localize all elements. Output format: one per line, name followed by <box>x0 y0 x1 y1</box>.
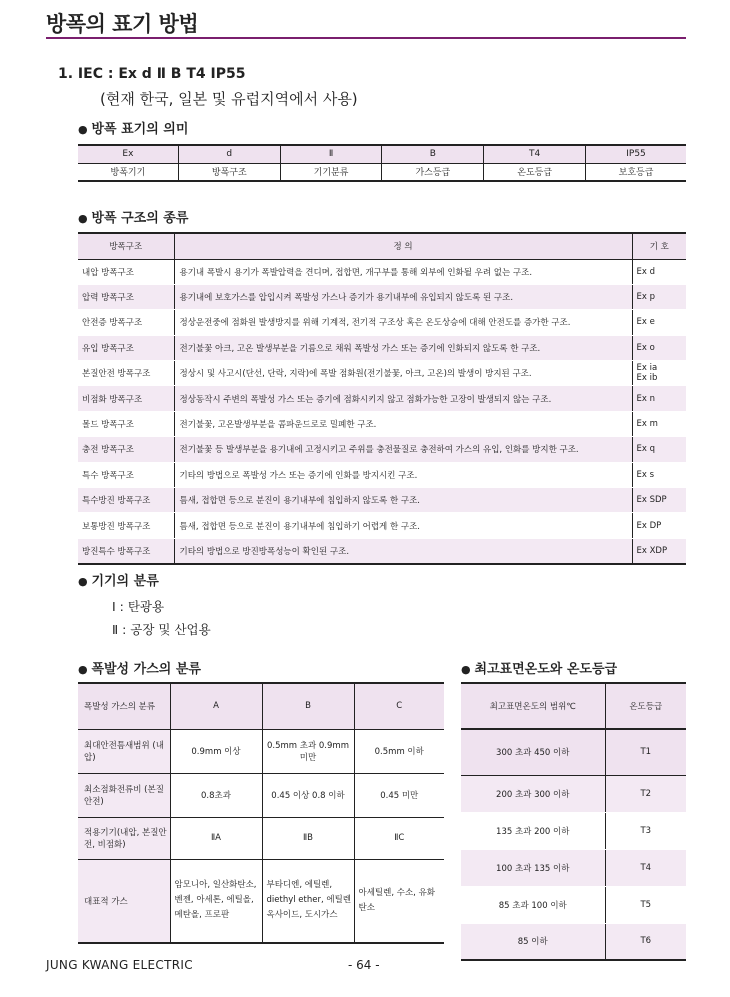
type-name: 내압 방폭구조 <box>78 259 174 284</box>
table-row <box>461 812 686 849</box>
type-symbol: Ex d <box>632 259 686 284</box>
code-cell: B <box>382 145 484 163</box>
table-row <box>78 462 686 487</box>
type-definition: 정상운전중에 점화원 발생방지를 위해 기계적, 전기적 구조상 혹은 온도상승에 대해 안전도를 증가한 구조. <box>174 310 632 335</box>
table-row <box>78 488 686 513</box>
footer-company: JUNG KWANG ELECTRIC <box>46 958 193 972</box>
group-a-gases: 암모니아, 일산화탄소, 벤젠, 아세톤, 에틸올, 메탄올, 프로판 <box>170 859 262 943</box>
temp-range: 135 초과 200 이하 <box>461 812 605 849</box>
table-row <box>78 310 686 335</box>
type-definition: 기타의 방법으로 방진방폭성능이 확인된 구조. <box>174 538 632 563</box>
temp-range: 200 초과 300 이하 <box>461 775 605 812</box>
type-name: 충전 방폭구조 <box>78 437 174 462</box>
table-row <box>461 775 686 812</box>
type-symbol: Ex s <box>632 462 686 487</box>
page-title: 방폭의 표기 방법 <box>46 12 199 36</box>
label-cell: 방폭구조 <box>178 163 280 181</box>
type-name: 방진특수 방폭구조 <box>78 538 174 563</box>
type-symbol: Ex p <box>632 284 686 309</box>
table-row <box>78 683 444 729</box>
type-name: 보통방진 방폭구조 <box>78 513 174 538</box>
table-row <box>78 259 686 284</box>
group-b-cell: 0.45 이상 0.8 이하 <box>262 773 354 817</box>
temperature-class-table <box>461 682 686 961</box>
type-definition: 전기불꽃, 고온발생부분을 콤파운드로로 밀폐한 구조. <box>174 411 632 436</box>
title-rule <box>46 37 686 39</box>
temp-grade: T4 <box>605 849 686 886</box>
temp-range: 100 초과 135 이하 <box>461 849 605 886</box>
type-symbol: Ex SDP <box>632 488 686 513</box>
type-symbol <box>632 361 686 386</box>
table-row <box>78 773 444 817</box>
header-cell: 정 의 <box>174 233 632 259</box>
type-name: 몰드 방폭구조 <box>78 411 174 436</box>
type-symbol: Ex o <box>632 335 686 360</box>
label-cell: 가스등급 <box>382 163 484 181</box>
table-row <box>78 729 444 773</box>
gas-group-table <box>78 682 444 944</box>
table-row <box>461 849 686 886</box>
temp-grade: T2 <box>605 775 686 812</box>
types-section-title: ● 방폭 구조의 종류 <box>78 207 188 226</box>
type-symbol: Ex e <box>632 310 686 335</box>
table-row <box>78 411 686 436</box>
temp-range: 300 초과 450 이하 <box>461 729 605 775</box>
code-cell: T4 <box>484 145 586 163</box>
type-symbol: Ex n <box>632 386 686 411</box>
type-name: 특수 방폭구조 <box>78 462 174 487</box>
label-cell: 보호등급 <box>586 163 686 181</box>
type-symbol: Ex XDP <box>632 538 686 563</box>
type-definition: 정상시 및 사고시(단선, 단락, 지락)에 폭발 점화원(전기불꽃, 아크, 고온)의 발생이 방지된 구조. <box>174 361 632 386</box>
table-row <box>78 361 686 386</box>
page-number: - 64 - <box>348 958 380 972</box>
group-c-cell: ⅡC <box>354 817 444 859</box>
header-cell: B <box>262 683 354 729</box>
table-row <box>78 284 686 309</box>
label-cell: 방폭기기 <box>78 163 178 181</box>
type-name: 본질안전 방폭구조 <box>78 361 174 386</box>
table-row <box>461 886 686 923</box>
group-a-cell: 0.8초과 <box>170 773 262 817</box>
type-name: 압력 방폭구조 <box>78 284 174 309</box>
header-cell: 온도등급 <box>605 683 686 729</box>
header-cell: 기 호 <box>632 233 686 259</box>
code-cell: Ex <box>78 145 178 163</box>
type-definition: 용기내 폭발시 용기가 폭발압력을 견디며, 접합면, 개구부를 통해 외부에 인화될 우려 없는 구조. <box>174 259 632 284</box>
table-row <box>78 513 686 538</box>
iec-subheading: (현재 한국, 일본 및 유럽지역에서 사용) <box>100 90 358 108</box>
label-cell: 기기분류 <box>280 163 382 181</box>
table-row <box>78 437 686 462</box>
table-row <box>78 817 444 859</box>
symbol-line: Ex ia <box>636 363 658 374</box>
protection-types-table <box>78 232 686 565</box>
header-cell: C <box>354 683 444 729</box>
group-a-cell: 0.9mm 이상 <box>170 729 262 773</box>
type-definition: 틈새, 접합면 등으로 분진이 용기내부에 침입하지 않도록 한 구조. <box>174 488 632 513</box>
row-label: 최소점화전류비 (본질안전) <box>78 773 170 817</box>
table-row <box>78 538 686 563</box>
temp-grade: T3 <box>605 812 686 849</box>
temp-range: 85 이하 <box>461 923 605 960</box>
table-row <box>78 386 686 411</box>
type-definition: 정상동작시 주변의 폭발성 가스 또는 증기에 점화시키지 않고 점화가능한 고장이 발생되지 않는 구조. <box>174 386 632 411</box>
code-cell: Ⅱ <box>280 145 382 163</box>
table-row <box>78 335 686 360</box>
type-definition: 틈새, 접합면 등으로 분진이 용기내부에 침입하기 어렵게 한 구조. <box>174 513 632 538</box>
temp-grade: T1 <box>605 729 686 775</box>
temp-grade: T5 <box>605 886 686 923</box>
type-name: 비점화 방폭구조 <box>78 386 174 411</box>
group-c-cell: 0.45 미만 <box>354 773 444 817</box>
group-a-cell: ⅡA <box>170 817 262 859</box>
temp-section-title: ● 최고표면온도와 온도등급 <box>461 658 617 677</box>
header-cell: 폭발성 가스의 분류 <box>78 683 170 729</box>
group-b-gases: 부타디엔, 에틸렌, diethyl ether, 에틸렌옥사이드, 도시가스 <box>262 859 354 943</box>
group-c-gases: 아세틸렌, 수소, 유화탄소 <box>354 859 444 943</box>
symbol-line: Ex ib <box>636 373 658 384</box>
header-cell: 최고표면온도의 범위℃ <box>461 683 605 729</box>
equipment-class-item: Ⅰ : 탄광용 <box>112 599 165 614</box>
iec-heading: 1. IEC : Ex d Ⅱ B T4 IP55 <box>58 66 246 82</box>
code-cell: IP55 <box>586 145 686 163</box>
group-b-cell: ⅡB <box>262 817 354 859</box>
type-definition: 전기불꽃 아크, 고온 발생부분을 기름으로 채워 폭발성 가스 또는 증기에 인화되지 않도록 한 구조. <box>174 335 632 360</box>
group-b-cell: 0.5mm 초과 0.9mm 미만 <box>262 729 354 773</box>
type-definition: 용기내에 보호가스를 압입시켜 폭발성 가스나 증기가 용기내부에 유입되지 않도록 된 구조. <box>174 284 632 309</box>
code-cell: d <box>178 145 280 163</box>
equipment-class-item: Ⅱ : 공장 및 산업용 <box>112 622 211 637</box>
type-name: 안전증 방폭구조 <box>78 310 174 335</box>
table-row <box>461 923 686 960</box>
label-cell: 온도등급 <box>484 163 586 181</box>
type-definition: 기타의 방법으로 폭발성 가스 또는 증기에 인화를 방지시킨 구조. <box>174 462 632 487</box>
type-symbol: Ex q <box>632 437 686 462</box>
type-symbol: Ex DP <box>632 513 686 538</box>
type-name: 유입 방폭구조 <box>78 335 174 360</box>
header-cell: 방폭구조 <box>78 233 174 259</box>
temp-range: 85 초과 100 이하 <box>461 886 605 923</box>
type-definition: 전기불꽃 등 발생부분을 용기내에 고정시키고 주위를 충전물질로 충전하여 가스의 유입, 인화를 방지한 구조. <box>174 437 632 462</box>
temp-grade: T6 <box>605 923 686 960</box>
table-row <box>461 683 686 729</box>
group-c-cell: 0.5mm 이하 <box>354 729 444 773</box>
row-label: 적용기기(내압, 본질안전, 비점화) <box>78 817 170 859</box>
row-label: 최대안전틈새범위 (내압) <box>78 729 170 773</box>
table-row <box>78 859 444 943</box>
table-row <box>461 729 686 775</box>
gas-section-title: ● 폭발성 가스의 분류 <box>78 658 201 677</box>
header-cell: A <box>170 683 262 729</box>
row-label: 대표적 가스 <box>78 859 170 943</box>
equipment-section-title: ● 기기의 분류 <box>78 570 159 589</box>
type-symbol: Ex m <box>632 411 686 436</box>
type-name: 특수방진 방폭구조 <box>78 488 174 513</box>
meaning-section-title: ● 방폭 표기의 의미 <box>78 118 188 137</box>
marking-meaning-table <box>78 144 686 182</box>
